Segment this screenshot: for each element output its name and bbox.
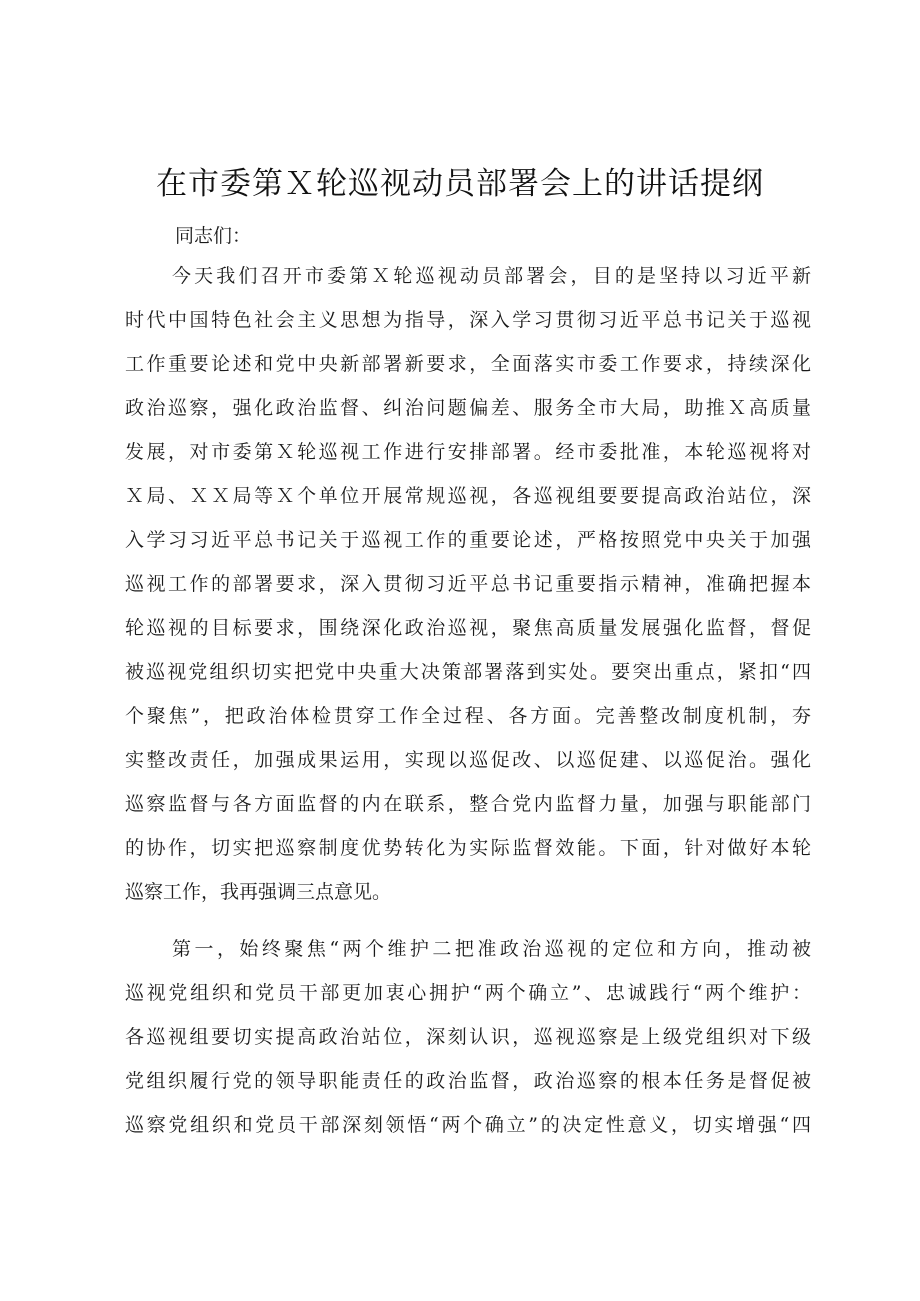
text-line: 巡视党组织和党员干部更加衷心拥护“两个确立”、忠诚践行“两个维护： xyxy=(125,982,811,1004)
text-line: 轮巡视的目标要求，围绕深化政治巡视，聚焦高质量发展强化监督，督促 xyxy=(125,617,811,639)
text-line: 巡察监督与各方面监督的内在联系，整合党内监督力量，加强与职能部门 xyxy=(125,793,811,815)
text-line: 工作重要论述和党中央新部署新要求，全面落实市委工作要求，持续深化 xyxy=(125,353,811,375)
text-line: 巡察工作，我再强调三点意见。 xyxy=(125,881,392,903)
text-line: Ｘ局、ＸＸ局等Ｘ个单位开展常规巡视，各巡视组要要提高政治站位，深 xyxy=(125,485,811,507)
text-line: 个聚焦”，把政治体检贯穿工作全过程、各方面。完善整改制度机制，夯 xyxy=(125,705,811,727)
text-line: 时代中国特色社会主义思想为指导，深入学习贯彻习近平总书记关于巡视 xyxy=(125,309,811,331)
text-line: 各巡视组要切实提高政治站位，深刻认识，巡视巡察是上级党组织对下级 xyxy=(125,1026,811,1048)
text-line: 党组织履行党的领导职能责任的政治监督，政治巡察的根本任务是督促被 xyxy=(125,1070,811,1092)
salutation: 同志们： xyxy=(175,225,252,247)
paragraph-point-one xyxy=(125,927,811,1147)
document-title: 在市委第Ｘ轮巡视动员部署会上的讲话提纲 xyxy=(156,166,764,202)
text-line: 被巡视党组织切实把党中央重大决策部署落到实处。要突出重点，紧扣“四 xyxy=(125,661,811,683)
text-line: 巡视工作的部署要求，深入贯彻习近平总书记重要指示精神，准确把握本 xyxy=(125,573,811,595)
text-line: 的协作，切实把巡察制度优势转化为实际监督效能。下面，针对做好本轮 xyxy=(125,837,811,859)
text-line: 政治巡察，强化政治监督、纠治问题偏差、服务全市大局，助推Ｘ高质量 xyxy=(125,397,811,419)
text-line: 巡察党组织和党员干部深刻领悟“两个确立”的决定性意义，切实增强“四 xyxy=(125,1114,811,1136)
text-line: 第一，始终聚焦“两个维护二把准政治巡视的定位和方向，推动被 xyxy=(172,938,811,960)
text-line: 实整改责任，加强成果运用，实现以巡促改、以巡促建、以巡促治。强化 xyxy=(125,749,811,771)
text-line: 今天我们召开市委第Ｘ轮巡视动员部署会，目的是坚持以习近平新 xyxy=(172,265,811,287)
text-line: 发展，对市委第Ｘ轮巡视工作进行安排部署。经市委批准，本轮巡视将对 xyxy=(125,441,811,463)
text-line: 入学习习近平总书记关于巡视工作的重要论述，严格按照党中央关于加强 xyxy=(125,529,811,551)
paragraph-intro xyxy=(125,254,811,914)
